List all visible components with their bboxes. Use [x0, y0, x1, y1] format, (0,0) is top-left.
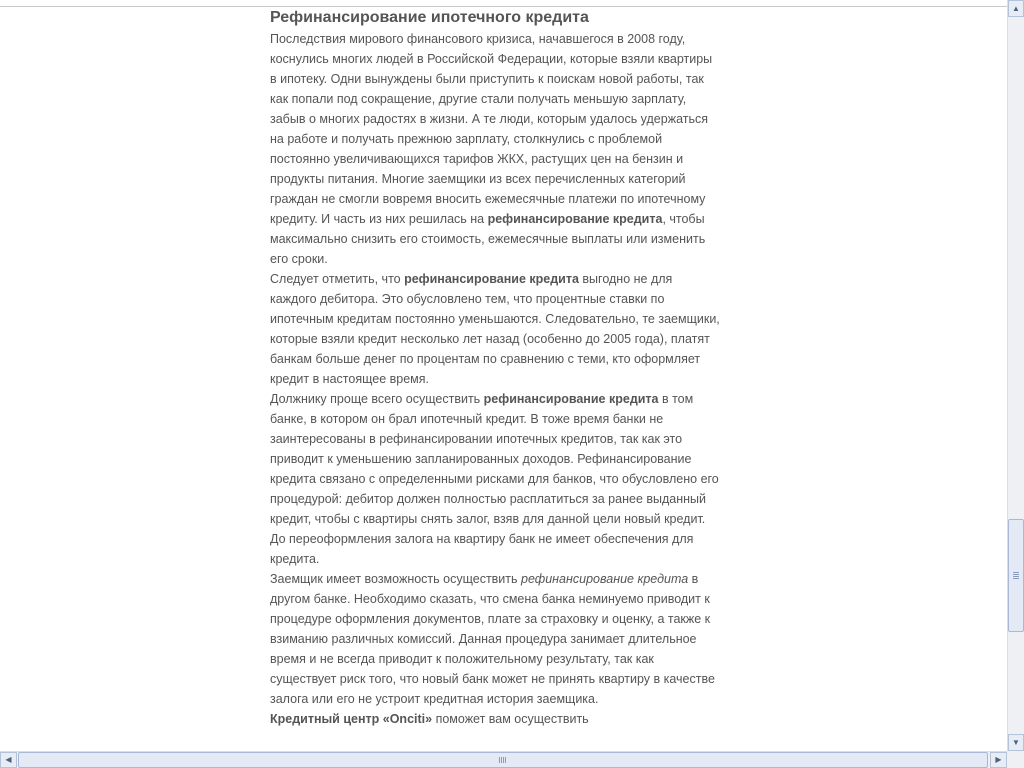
grip-icon	[499, 757, 506, 763]
vertical-scrollbar[interactable]	[1007, 0, 1024, 751]
vertical-scroll-thumb[interactable]	[1008, 519, 1024, 632]
article-paragraph-2	[270, 269, 720, 389]
scroll-down-button[interactable]	[1008, 734, 1024, 751]
arrow-right-icon: ▶	[995, 755, 1002, 764]
scroll-right-button[interactable]	[990, 752, 1007, 768]
paragraph-text: в другом банке. Необходимо сказать, что смена банка неминуемо приводит к процедуре оформления документов, плате за страховку и оценку, а также к взиманию различных комиссий. Данная процедура занимает длительное время и не всегда приводит к положительному результату, так как существует риск того, что новый банк может не принять квартиру в качестве залога или его не устроит кредитная история заемщика.	[270, 572, 715, 706]
article	[270, 7, 720, 729]
paragraph-text: выгодно не для каждого дебитора. Это обусловлено тем, что процентные ставки по ипотечным кредитам постоянно уменьшаются. Следовательно, те заемщики, которые взяли кредит несколько лет назад (особенно до 2005 года), платят банкам больше денег по процентам по сравнению с теми, кто оформляет кредит в настоящее время.	[270, 272, 720, 386]
paragraph-text: в том банке, в котором он брал ипотечный кредит. В тоже время банки не заинтересованы в рефинансировании ипотечных кредитов, так как это приводит к уменьшению запланированных доходов. Рефинансирование кредита связано с определенными рисками для банков, что обусловлено его процедурой: дебитор должен полностью расплатиться за ранее выданный кредит, чтобы с квартиры снять залог, взяв для данной цели новый кредит. До переоформления залога на квартиру банк не имеет обеспечения для кредита.	[270, 392, 719, 566]
keyword-refinancing: рефинансирование кредита	[487, 212, 663, 226]
company-name: Кредитный центр «Onciti»	[270, 712, 433, 726]
article-paragraph-1	[270, 29, 720, 269]
article-paragraph-5	[270, 709, 720, 729]
article-paragraph-3	[270, 389, 720, 569]
paragraph-text: Должнику проще всего осуществить	[270, 392, 484, 406]
scroll-up-button[interactable]	[1008, 0, 1024, 17]
grip-icon	[1013, 572, 1019, 579]
arrow-down-icon: ▼	[1012, 738, 1020, 747]
article-paragraph-4	[270, 569, 720, 709]
horizontal-scrollbar[interactable]	[0, 751, 1007, 768]
top-border	[0, 0, 1007, 7]
page-viewport	[0, 7, 1007, 751]
paragraph-text: поможет вам осуществить	[432, 712, 589, 726]
paragraph-text: Последствия мирового финансового кризиса, начавшегося в 2008 году, коснулись многих людей в Российской Федерации, которые взяли квартиры в ипотеку. Одни вынуждены были приступить к поискам новой работы, так как попали под сокращение, другие стали получать меньшую зарплату, забыв о многих радостях в жизни. А те люди, которым удалось удержаться на работе и получать прежнюю зарплату, столкнулись с проблемой постоянно увеличивающихся тарифов ЖКХ, растущих цен на бензин и продукты питания. Многие заемщики из всех перечисленных категорий граждан не смогли вовремя вносить ежемесячные платежи по ипотечному кредиту. И часть из них решилась на	[270, 32, 713, 226]
scroll-left-button[interactable]	[0, 752, 17, 768]
keyword-refinancing-italic: рефинансирование кредита	[521, 572, 689, 586]
keyword-refinancing: рефинансирование кредита	[404, 272, 579, 286]
paragraph-text: , чтобы максимально снизить его стоимость, ежемесячные выплаты или изменить его сроки.	[270, 212, 706, 266]
paragraph-text: Следует отметить, что	[270, 272, 405, 286]
horizontal-scroll-thumb[interactable]	[18, 752, 988, 768]
scrollbar-corner	[1007, 751, 1024, 768]
keyword-refinancing: рефинансирование кредита	[483, 392, 659, 406]
paragraph-text: Заемщик имеет возможность осуществить	[270, 572, 522, 586]
arrow-left-icon: ◀	[5, 755, 12, 764]
arrow-up-icon: ▲	[1012, 4, 1020, 13]
article-title: Рефинансирование ипотечного кредита	[270, 9, 589, 26]
